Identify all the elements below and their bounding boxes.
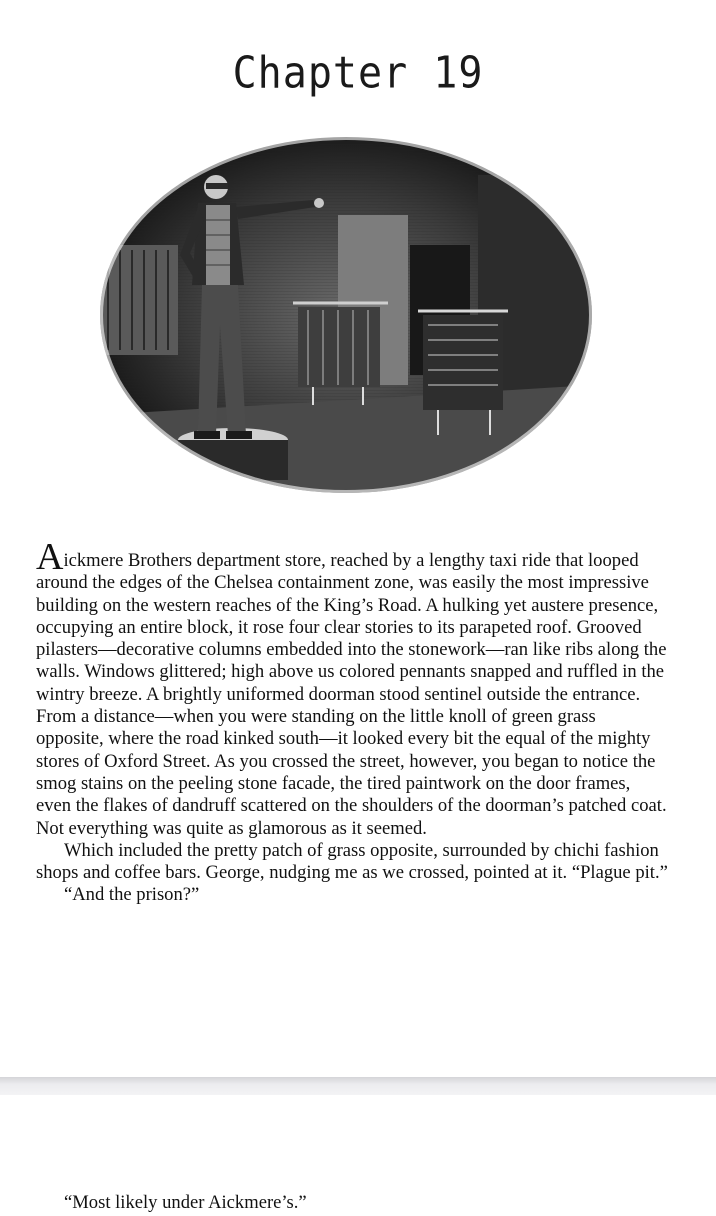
chapter-body-text xyxy=(36,536,668,907)
paragraph-3: “And the prison?” xyxy=(64,884,200,906)
paragraph-1 xyxy=(36,536,668,840)
next-page-first-line: “Most likely under Aickmere’s.” xyxy=(64,1192,307,1213)
drop-cap: A xyxy=(36,536,64,578)
page-divider xyxy=(0,1077,716,1095)
paragraph-1-text: ickmere Brothers department store, reached by a lengthy taxi ride that looped around the edges of the Chelsea containment zone, was easily the most impressive building on the western reaches of the King’s Road. A hulking yet austere presence, occupying an entire block, it rose four clear stories to its parapeted roof. Grooved pilasters—decorative columns embedded into the stonework—ran like ribs along the walls. Windows glittered; high above us colored pennants snapped and ruffled in the wintry breeze. A brightly uniformed doorman stood sentinel outside the entrance. From a distance—when you were standing on the little knoll of green grass opposite, where the road kinked south—it looked every bit the equal of the mighty stores of Oxford Street. As you crossed the street, however, you began to notice the smog stains on the peeling stone facade, the tired paintwork on the door frames, even the flakes of dandruff scattered on the shoulders of the doorman’s patched coat. Not everything was quite as glamorous as it seemed. xyxy=(36,550,667,839)
paragraph-2: Which included the pretty patch of grass opposite, surrounded by chichi fashion shops and coffee bars. George, nudging me as we crossed, pointed at it. “Plague pit.” xyxy=(36,839,668,884)
next-book-page xyxy=(0,1095,716,1216)
chapter-title: Chapter 19 xyxy=(232,47,484,99)
store-interior-illustration-icon xyxy=(98,135,594,495)
